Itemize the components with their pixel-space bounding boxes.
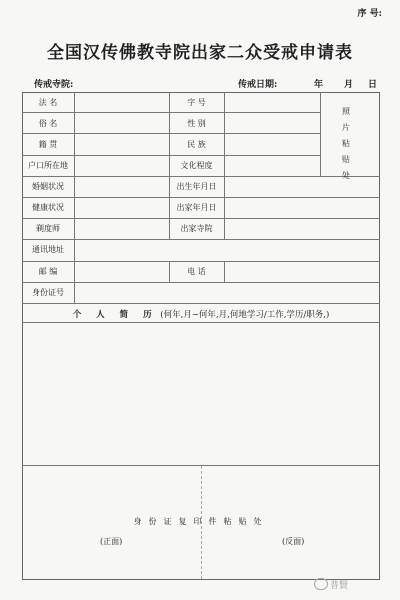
home-temple-label: 出家寺院 bbox=[180, 224, 213, 233]
ordination-date-field-label: 出家年月日 bbox=[176, 203, 217, 212]
column-divider bbox=[224, 92, 225, 240]
courtesy-name-label: 字 号 bbox=[187, 98, 206, 107]
mailing-address-label: 通讯地址 bbox=[32, 245, 64, 254]
day-label: 日 bbox=[368, 80, 378, 90]
id-back-label: (反面) bbox=[282, 537, 305, 546]
telephone-label: 电 话 bbox=[187, 267, 206, 276]
native-place-label: 籍 贯 bbox=[38, 140, 58, 149]
gender-label: 性 别 bbox=[187, 119, 206, 128]
dharma-name-label: 法 名 bbox=[38, 98, 58, 107]
household-label: 户口所在地 bbox=[28, 161, 68, 170]
ordination-date-label bbox=[238, 77, 378, 90]
column-divider bbox=[224, 261, 225, 282]
ethnicity-label: 民 族 bbox=[187, 140, 206, 149]
year-label: 年 bbox=[314, 80, 324, 90]
id-front-label: (正面) bbox=[100, 537, 123, 546]
health-status-label: 健康状况 bbox=[32, 203, 64, 212]
watermark-logo bbox=[314, 578, 328, 590]
lay-name-label: 俗 名 bbox=[38, 119, 58, 128]
marital-status-label: 婚姻状况 bbox=[32, 182, 64, 191]
ordination-date-text: 传戒日期: bbox=[238, 80, 278, 90]
tonsure-master-label: 剃度师 bbox=[36, 224, 60, 233]
row-divider bbox=[22, 282, 380, 283]
resume-header bbox=[22, 308, 380, 320]
postal-code-label: 邮 编 bbox=[38, 267, 58, 276]
row-divider bbox=[22, 303, 380, 304]
education-label: 文化程度 bbox=[180, 161, 213, 170]
row-divider bbox=[22, 239, 380, 240]
birth-date-label: 出生年月日 bbox=[176, 182, 217, 191]
watermark-text: 普賢 bbox=[330, 581, 349, 591]
row-divider bbox=[22, 322, 380, 323]
resume-hint: (何年,月~何年,月,何地学习/工作,学历/职务,) bbox=[160, 310, 330, 320]
id-number-label: 身份证号 bbox=[32, 288, 64, 297]
resume-heading: 个 人 简 历 bbox=[72, 310, 158, 320]
ordination-temple-label: 传戒寺院: bbox=[34, 80, 74, 90]
column-divider bbox=[74, 92, 75, 303]
photo-area-label: 照片粘贴处 bbox=[342, 107, 350, 180]
column-divider bbox=[320, 92, 321, 176]
serial-number-label: 序 号: bbox=[357, 9, 382, 19]
form-title: 全国汉传佛教寺院出家二众受戒申请表 bbox=[47, 43, 353, 63]
month-label: 月 bbox=[344, 80, 354, 90]
id-copy-label: 身份证复印件粘贴处 bbox=[133, 517, 269, 526]
